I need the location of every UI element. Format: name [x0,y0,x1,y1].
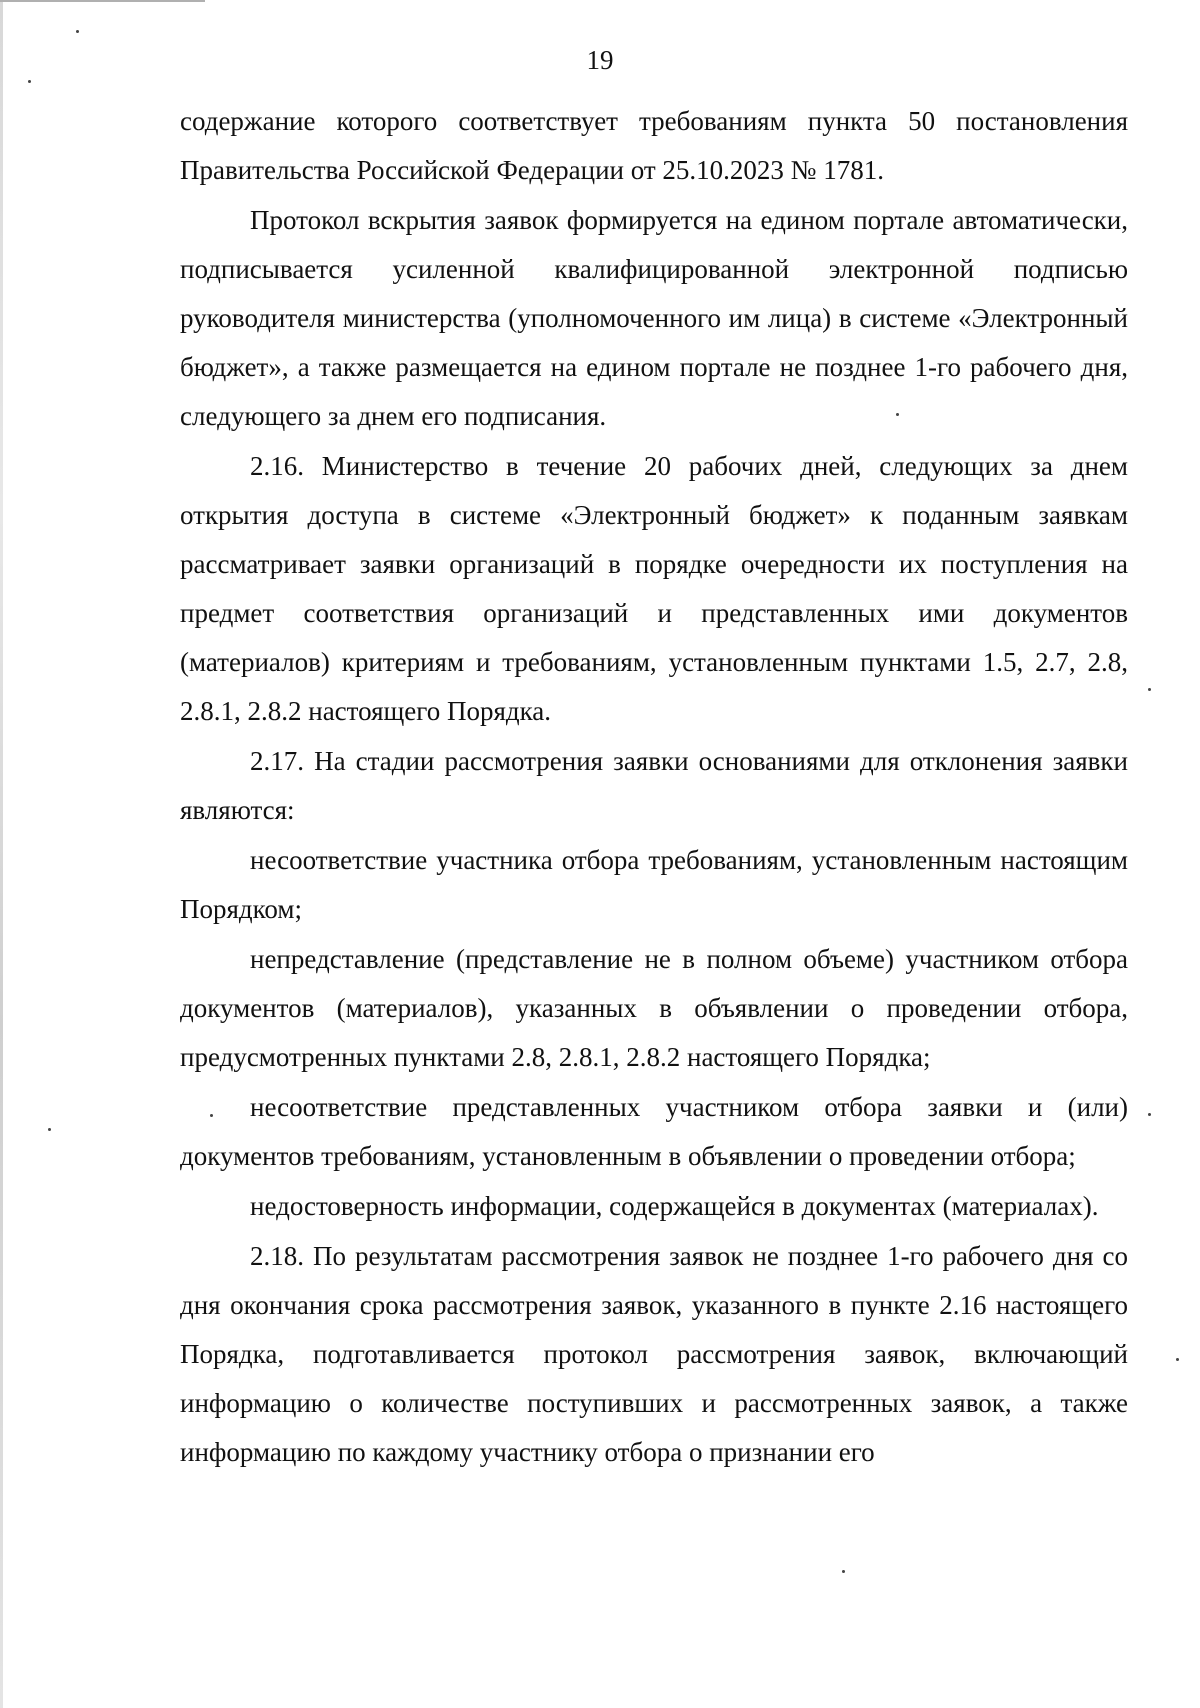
scan-left-edge [0,0,3,1708]
scan-speck [1176,1358,1179,1361]
scan-speck [48,1128,51,1131]
page-number: 19 [586,45,614,75]
paragraph-rejection-ground-2: непредставление (представление не в полном объеме) участником отбора документов (материалов), указанных в объявлении о проведении отбора, предусмотренных пунктами 2.8, 2.8.1, 2.8.2 настоящего Порядка; [180,944,1128,1072]
scan-speck [28,80,31,83]
paragraph-protocol-opening: Протокол вскрытия заявок формируется на едином портале автоматически, подписывается усиленной квалифицированной электронной подписью руководителя министерства (уполномоченного им лица) в системе «Электронный бюджет», а также размещается на едином портале не позднее 1-го рабочего дня, следующего за днем его подписания. [180,205,1128,431]
scan-speck [1148,1113,1151,1116]
scan-speck [842,1570,845,1573]
paragraph-rejection-ground-3: несоответствие представленных участником отбора заявки и (или) документов требованиям, установленным в объявлении о проведении отбора; [180,1092,1128,1171]
paragraph-rejection-ground-4: недостоверность информации, содержащейся в документах (материалах). [250,1191,1099,1221]
paragraph-2-17: 2.17. На стадии рассмотрения заявки основаниями для отклонения заявки являются: [180,746,1128,825]
scan-top-rule [0,0,205,2]
scan-speck [76,30,79,33]
paragraph-rejection-ground-1: несоответствие участника отбора требованиям, установленным настоящим Порядком; [180,845,1128,924]
paragraph-2-16: 2.16. Министерство в течение 20 рабочих дней, следующих за днем открытия доступа в системе «Электронный бюджет» к поданным заявкам рассматривает заявки организаций в порядке очередности их поступления на предмет соответствия организаций и представленных ими документов (материалов) критериям и требованиям, установленным пунктами 1.5, 2.7, 2.8, 2.8.1, 2.8.2 настоящего Порядка. [180,451,1128,726]
paragraph-continuation: содержание которого соответствует требованиям пункта 50 постановления Правительства Российской Федерации от 25.10.2023 № 1781. [180,106,1128,185]
scan-speck [1148,688,1151,691]
paragraph-2-18: 2.18. По результатам рассмотрения заявок не позднее 1-го рабочего дня со дня окончания срока рассмотрения заявок, указанного в пункте 2.16 настоящего Порядка, подготавливается протокол рассмотрения заявок, включающий информацию о количестве поступивших и рассмотренных заявок, а также информацию по каждому участнику отбора о признании его [180,1241,1128,1467]
document-body [180,97,1128,1477]
